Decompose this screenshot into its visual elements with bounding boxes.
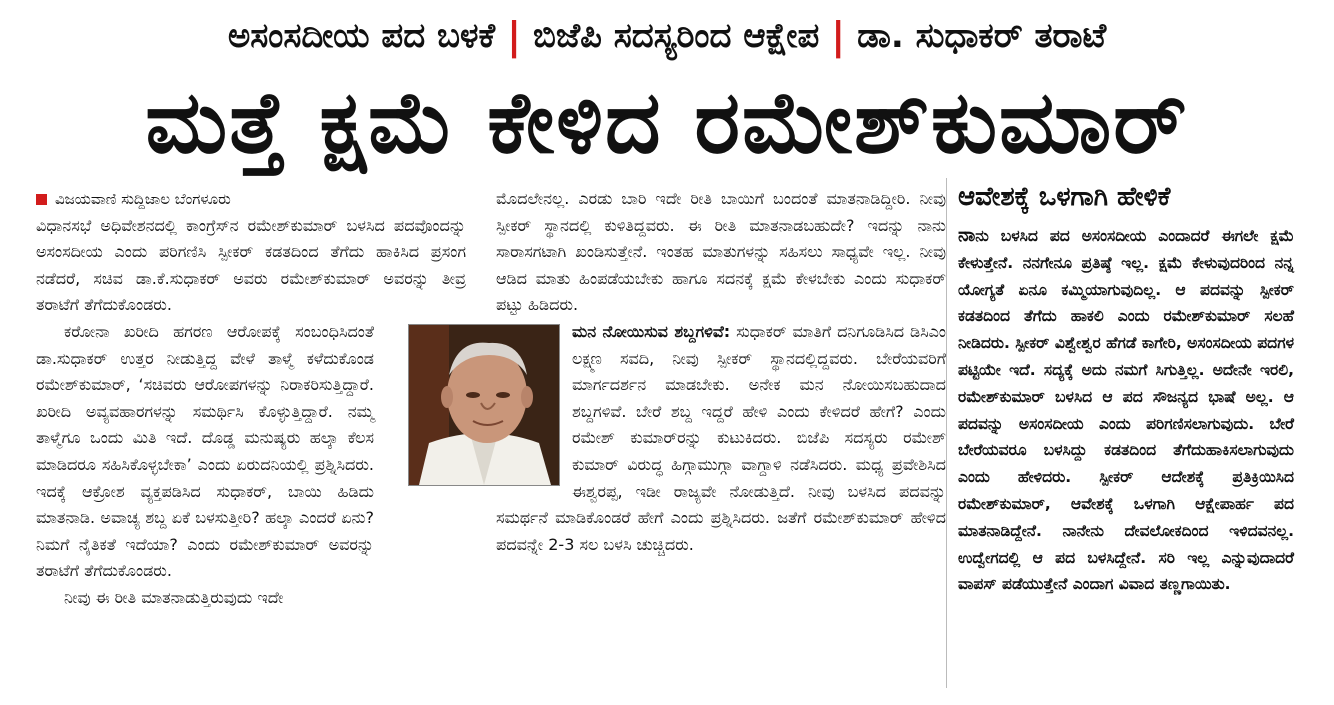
sidebar-title: ಆವೇಶಕ್ಕೆ ಒಳಗಾಗಿ ಹೇಳಿಕೆ	[958, 182, 1171, 212]
byline-square-icon	[36, 194, 47, 205]
article-column-1	[36, 186, 466, 625]
sidebar-text: ನು ಬಳಸಿದ ಪದ ಅಸಂಸದೀಯ ಎಂದಾದರೆ ಈಗಲೇ ಕ್ಷಮೆ ಕೇಳುತ್ತೇನೆ. ನನಗೇನೂ ಪ್ರತಿಷ್ಠೆ ಇಲ್ಲ. ಕ್ಷಮೆ ಕೇಳುವುದರಿಂದ ನನ್ನ ಯೋಗ್ಯತೆ ಏನೂ ಕಮ್ಮಿಯಾಗುವುದಿಲ್ಲ. ಆ ಪದವನ್ನು ಸ್ಪೀಕರ್ ಕಡತದಿಂದ ತೆಗೆದು ಹಾಕಲಿ ಎಂದು ರಮೇಶ್‌ಕುಮಾರ್ ಸಲಹೆ ನೀಡಿದರು. ಸ್ಪೀಕರ್ ವಿಶ್ವೇಶ್ವರ ಹೆಗಡೆ ಕಾಗೇರಿ, ಅಸಂಸದೀಯ ಪದಗಳ ಪಟ್ಟಿಯೇ ಇದೆ. ಸದ್ಯಕ್ಕೆ ಅದು ನಮಗೆ ಸಿಗುತ್ತಿಲ್ಲ. ಅದೇನೇ ಇರಲಿ, ರಮೇಶ್‌ಕುಮಾರ್ ಬಳಸಿದ ಆ ಪದ ಸೌಜನ್ಯದ ಭಾಷೆ ಅಲ್ಲ. ಆ ಪದವನ್ನು ಅಸಂಸದೀಯ ಎಂದು ಪರಿಗಣಿಸಲಾಗುವುದು. ಬೇರೆ ಬೇರೆಯವರೂ ಬಳಸಿದ್ದು ಕಡತದಿಂದ ತೆಗೆದುಹಾಕಿಸಲಾಗುವುದು ಎಂದು ಹೇಳಿದರು. ಸ್ಪೀಕರ್ ಆದೇಶಕ್ಕೆ ಪ್ರತಿಕ್ರಿಯಿಸಿದ ರಮೇಶ್‌ಕುಮಾರ್, ಆವೇಶಕ್ಕೆ ಒಳಗಾಗಿ ಆಕ್ಷೇಪಾರ್ಹ ಪದ ಮಾತನಾಡಿದ್ದೇನೆ. ನಾನೇನು ದೇವಲೋಕದಿಂದ ಇಳಿದವನಲ್ಲ. ಉದ್ವೇಗದಲ್ಲಿ ಆ ಪದ ಬಳಸಿದ್ದೇನೆ. ಸರಿ ಇಲ್ಲ ಎನ್ನುವುದಾದರೆ ವಾಪಸ್ ಪಡೆಯುತ್ತೇನೆ ಎಂದಾಗ ವಿವಾದ ತಣ್ಣಗಾಯಿತು.	[958, 227, 1294, 594]
paragraph-5-text: ಸುಧಾಕರ್ ಮಾತಿಗೆ ದನಿಗೂಡಿಸಿದ ಡಿಸಿಎಂ ಲಕ್ಷ್ಮಣ ಸವದಿ, ನೀವು ಸ್ಪೀಕರ್ ಸ್ಥಾನದಲ್ಲಿದ್ದವರು. ಬೇರೆಯವರಿಗೆ ಮಾರ್ಗದರ್ಶನ ಮಾಡಬೇಕು. ಅನೇಕ ಮನ ನೋಯಿಸಬಹುದಾದ ಶಬ್ದಗಳಿವೆ. ಬೇರೆ ಶಬ್ದ ಇದ್ದರೆ ಹೇಳಿ ಎಂದು ಕೇಳಿದರೆ ಹೇಗೆ? ಎಂದು ರಮೇಶ್ ಕುಮಾರ್‌ರನ್ನು ಕುಟುಕಿದರು. ಬಿಜೆಪಿ ಸದಸ್ಯರು ರಮೇಶ್ ಕುಮಾರ್ ವಿರುದ್ಧ ಹಿಗ್ಗಾಮುಗ್ಗಾ ವಾಗ್ದಾಳಿ ನಡೆಸಿದರು. ಮಧ್ಯ ಪ್ರವೇಶಿಸಿದ ಈಶ್ವರಪ್ಪ, ಇಡೀ ರಾಜ್ಯವೇ ನೋಡುತ್ತಿದೆ. ನೀವು ಬಳಸಿದ ಪದವನ್ನು ಸಮರ್ಥನೆ ಮಾಡಿಕೊಂಡರೆ ಹೇಗೆ ಎಂದು ಪ್ರಶ್ನಿಸಿದರು. ಜತೆಗೆ ರಮೇಶ್‌ಕುಮಾರ್ ಹೇಳಿದ ಪದವನ್ನೇ 2-3 ಸಲ ಬಳಸಿ ಚುಚ್ಚಿದರು.	[496, 321, 946, 554]
paragraph-3: ನೀವು ಈ ರೀತಿ ಮಾತನಾಡುತ್ತಿರುವುದು ಇದೇ	[64, 587, 284, 607]
paragraph-1: ವಿಧಾನಸಭೆ ಅಧಿವೇಶನದಲ್ಲಿ ಕಾಂಗ್ರೆಸ್‌ನ ರಮೇಶ್‌ಕುಮಾರ್ ಬಳಸಿದ ಪದವೊಂದನ್ನು ಅಸಂಸದೀಯ ಎಂದು ಪರಿಗಣಿಸಿ ಸ್ಪೀಕರ್ ಕಡತದಿಂದ ತೆಗೆದು ಹಾಕಿಸಿದ ಪ್ರಸಂಗ ನಡೆದರೆ, ಸಚಿವ ಡಾ.ಕೆ.ಸುಧಾಕರ್ ಅವರು ರಮೇಶ್‌ಕುಮಾರ್ ಅವರನ್ನು ತೀವ್ರ ತರಾಟೆಗೆ ತೆಗೆದುಕೊಂಡರು.	[36, 215, 466, 315]
byline	[36, 186, 466, 213]
paragraph-4	[496, 186, 946, 319]
kicker-part-1: ಅಸಂಸದೀಯ ಪದ ಬಳಕೆ	[227, 16, 496, 56]
sidebar-body	[958, 222, 1294, 598]
sidebar-dropcap: ನಾ	[958, 224, 976, 246]
paragraph-2: ಕರೋನಾ ಖರೀದಿ ಹಗರಣ ಆರೋಪಕ್ಕೆ ಸಂಬಂಧಿಸಿದಂತೆ ಡಾ.ಸುಧಾಕರ್ ಉತ್ತರ ನೀಡುತ್ತಿದ್ದ ವೇಳೆ ತಾಳ್ಮೆ ಕಳೆದುಕೊಂಡ ರಮೇಶ್‌ಕುಮಾರ್, ‘ಸಚಿವರು ಆರೋಪಗಳನ್ನು ನಿರಾಕರಿಸುತ್ತಿದ್ದಾರೆ. ಖರೀದಿ ಅವ್ಯವಹಾರಗಳನ್ನು ಸಮರ್ಥಿಸಿ ಕೊಳ್ಳುತ್ತಿದ್ದಾರೆ. ನಮ್ಮ ತಾಳ್ಮೆಗೂ ಒಂದು ಮಿತಿ ಇದೆ. ದೊಡ್ಡ ಮನುಷ್ಯರು ಹಲ್ಕಾ ಕೆಲಸ ಮಾಡಿದರೂ ಸಹಿಸಿಕೊಳ್ಳಬೇಕಾ’ ಎಂದು ಏರುದನಿಯಲ್ಲಿ ಪ್ರಶ್ನಿಸಿದರು. ಇದಕ್ಕೆ ಆಕ್ರೋಶ ವ್ಯಕ್ತಪಡಿಸಿದ ಸುಧಾಕರ್, ಬಾಯಿ ಹಿಡಿದು ಮಾತನಾಡಿ. ಅವಾಚ್ಯ ಶಬ್ದ ಏಕೆ ಬಳಸುತ್ತೀರಿ? ಹಲ್ಕಾ ಎಂದರೆ ಏನು? ನಿಮಗೆ ನೈತಿಕತೆ ಇದೆಯಾ? ಎಂದು ರಮೇಶ್‌ಕುಮಾರ್ ಅವರನ್ನು ತರಾಟೆಗೆ ತೆಗೆದುಕೊಂಡರು.	[36, 321, 374, 581]
subheading: ಮನ ನೋಯಿಸುವ ಶಬ್ದಗಳಿವೆ:	[572, 321, 731, 341]
article-column-2	[496, 186, 946, 558]
kicker-part-2: ಬಿಜೆಪಿ ಸದಸ್ಯರಿಂದ ಆಕ್ಷೇಪ	[533, 16, 820, 56]
kicker-separator-2: |	[831, 14, 846, 58]
photo-wrap-spacer-2	[496, 319, 572, 485]
byline-text: ವಿಜಯವಾಣಿ ಸುದ್ದಿಜಾಲ ಬೆಂಗಳೂರು	[55, 190, 231, 208]
kicker-line	[0, 14, 1334, 58]
headline: ಮತ್ತೆ ಕ್ಷಮೆ ಕೇಳಿದ ರಮೇಶ್‌ಕುಮಾರ್	[145, 73, 1189, 173]
sidebar-paragraph	[958, 222, 1294, 598]
column-divider	[946, 178, 947, 688]
kicker-separator-1: |	[507, 14, 522, 58]
paragraph-4-text: ಮೊದಲೇನಲ್ಲ. ಎರಡು ಬಾರಿ ಇದೇ ರೀತಿ ಬಾಯಿಗೆ ಬಂದಂತೆ ಮಾತನಾಡಿದ್ದೀರಿ. ನೀವು ಸ್ಪೀಕರ್ ಸ್ಥಾನದಲ್ಲಿ ಕುಳಿತಿದ್ದವರು. ಈ ರೀತಿ ಮಾತನಾಡಬಹುದೇ? ಇದನ್ನು ನಾನು ಸಾರಾಸಗಟಾಗಿ ಖಂಡಿಸುತ್ತೇನೆ. ಇಂತಹ ಮಾತುಗಳನ್ನು ಸಹಿಸಲು ಸಾಧ್ಯವೇ ಇಲ್ಲ. ನೀವು ಆಡಿದ ಮಾತು ಹಿಂಪಡೆಯಬೇಕು ಹಾಗೂ ಸದನಕ್ಕೆ ಕ್ಷಮೆ ಕೇಳಬೇಕು ಎಂದು ಸುಧಾಕರ್ ಪಟ್ಟು ಹಿಡಿದರು.	[496, 189, 946, 315]
kicker-part-3: ಡಾ. ಸುಧಾಕರ್ ತರಾಟೆ	[857, 16, 1107, 56]
